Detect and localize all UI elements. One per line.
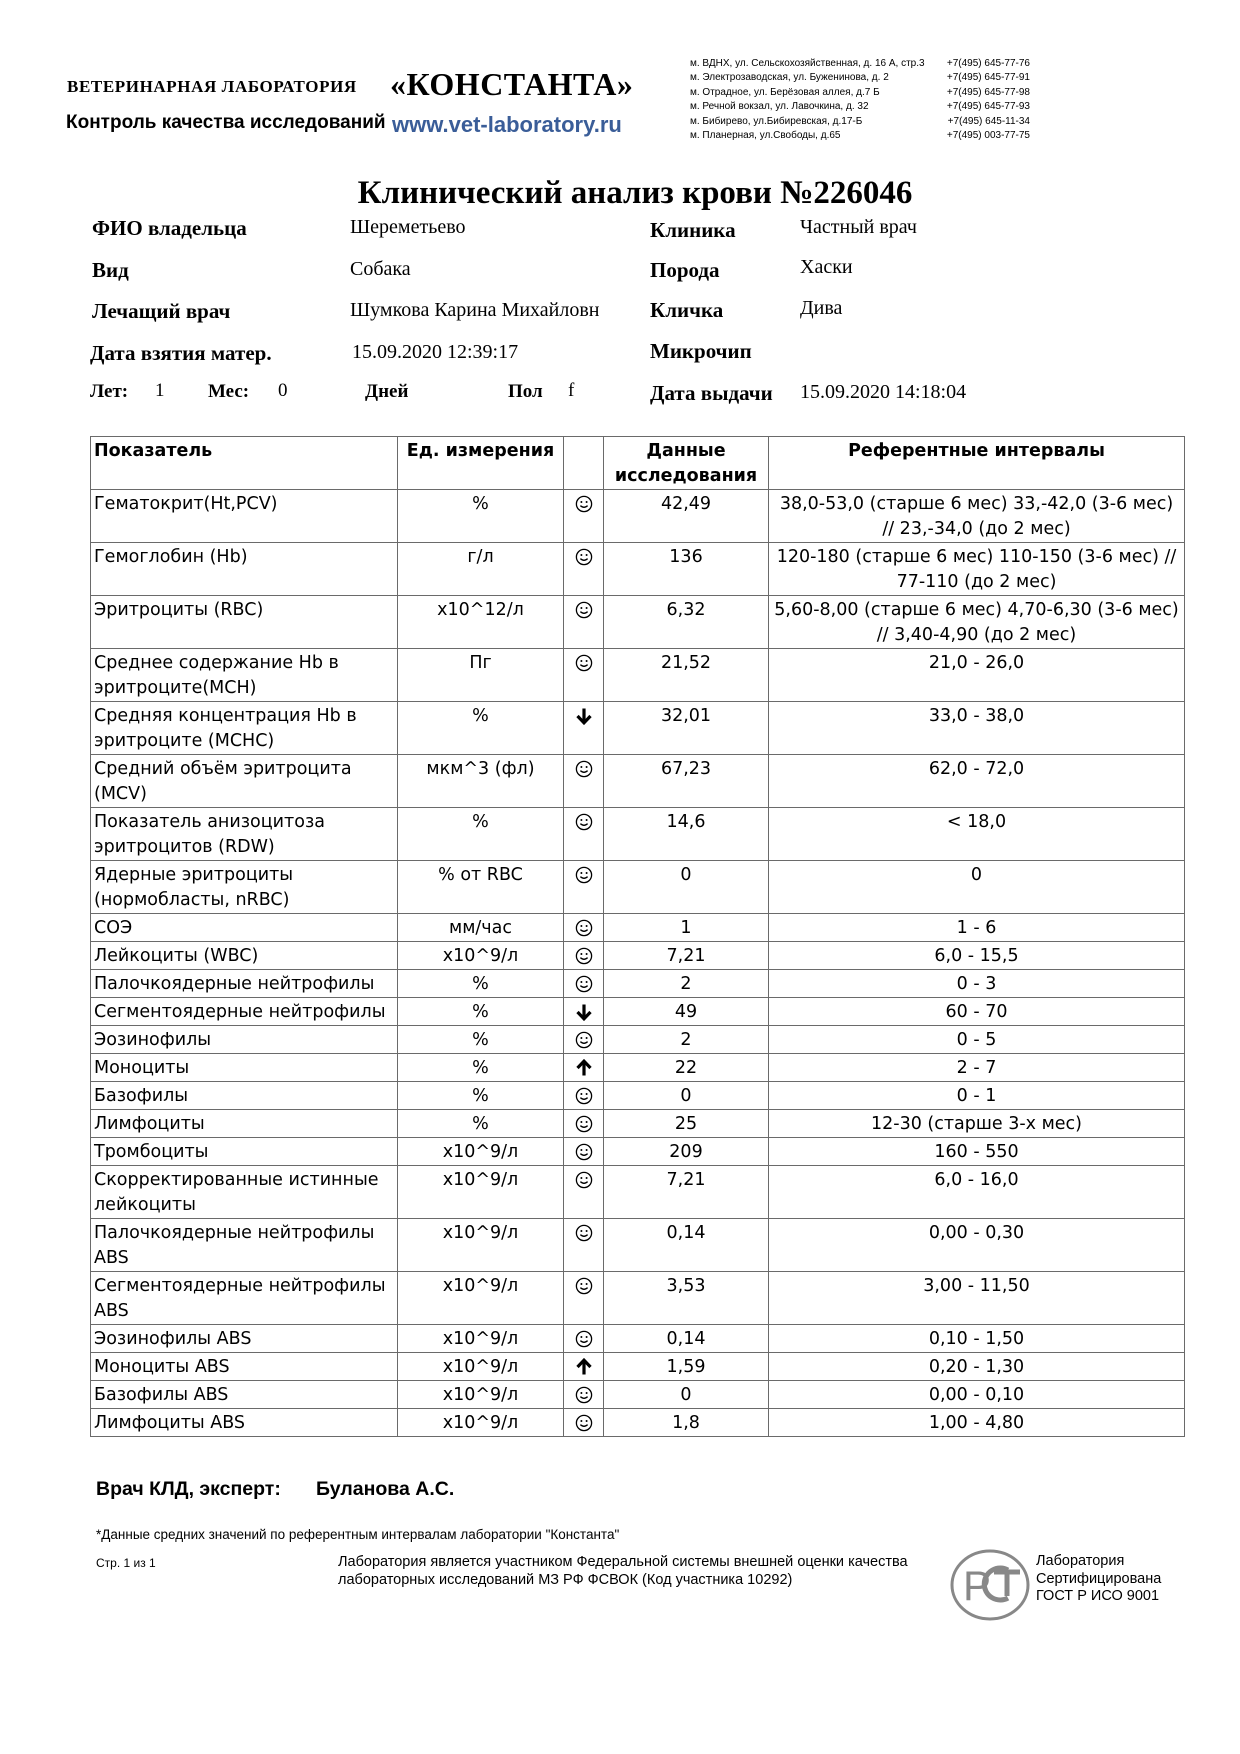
sample-date-label: Дата взятия матер. xyxy=(90,341,272,365)
row-value: 49 xyxy=(604,998,769,1026)
row-value: 0 xyxy=(604,861,769,914)
row-name: Гемоглобин (Hb) xyxy=(91,543,398,596)
lab-title: ВЕТЕРИНАРНАЯ ЛАБОРАТОРИЯ xyxy=(67,77,357,96)
row-unit: x10^9/л xyxy=(398,1138,564,1166)
header-name: Показатель xyxy=(91,437,398,490)
phone: +7(495) 645-77-93 xyxy=(946,101,1030,113)
row-name: Среднее содержание Hb в эритроците(MCH) xyxy=(91,649,398,702)
row-reference: 6,0 - 16,0 xyxy=(769,1166,1185,1219)
quality-tagline: Контроль качества исследований xyxy=(66,112,386,133)
row-reference: 0,10 - 1,50 xyxy=(769,1325,1185,1353)
table-header-row xyxy=(91,437,1185,490)
header-reference: Референтные интервалы xyxy=(769,437,1185,490)
issue-date-label: Дата выдачи xyxy=(650,381,773,405)
row-name: Эритроциты (RBC) xyxy=(91,596,398,649)
smiley-icon xyxy=(575,547,593,567)
row-unit: Пг xyxy=(398,649,564,702)
phone: +7(495) 645-77-76 xyxy=(946,58,1030,69)
row-unit: % xyxy=(398,808,564,861)
row-value: 6,32 xyxy=(604,596,769,649)
table-row xyxy=(91,1272,1185,1325)
table-row xyxy=(91,755,1185,808)
rst-certification-logo-icon xyxy=(950,1548,1032,1627)
row-value: 67,23 xyxy=(604,755,769,808)
row-value: 1,8 xyxy=(604,1409,769,1437)
row-flag xyxy=(564,808,604,861)
row-name: Лейкоциты (WBC) xyxy=(91,942,398,970)
document-title: Клинический анализ крови №226046 xyxy=(357,175,913,211)
row-value: 0 xyxy=(604,1381,769,1409)
row-reference: 0 xyxy=(769,861,1185,914)
row-reference: 0 - 1 xyxy=(769,1082,1185,1110)
row-name: Средняя концентрация Hb в эритроците (MCHC) xyxy=(91,702,398,755)
results-body xyxy=(91,490,1185,1437)
table-row xyxy=(91,1054,1185,1082)
smiley-icon xyxy=(575,918,593,938)
row-value: 21,52 xyxy=(604,649,769,702)
address: м. Отрадное, ул. Берёзовая аллея, д.7 Б xyxy=(690,86,880,98)
row-unit: % xyxy=(398,490,564,543)
smiley-icon xyxy=(575,1170,593,1190)
row-name: Эозинофилы xyxy=(91,1026,398,1054)
row-value: 2 xyxy=(604,1026,769,1054)
smiley-icon xyxy=(575,653,593,673)
row-value: 22 xyxy=(604,1054,769,1082)
page-number: Стр. 1 из 1 xyxy=(96,1556,156,1570)
row-value: 7,21 xyxy=(604,1166,769,1219)
row-value: 209 xyxy=(604,1138,769,1166)
pet-name-value: Дива xyxy=(800,297,843,319)
row-unit: x10^9/л xyxy=(398,1219,564,1272)
chip-label: Микрочип xyxy=(650,339,752,363)
row-flag xyxy=(564,596,604,649)
clinic-value: Частный врач xyxy=(800,216,917,238)
years-value: 1 xyxy=(155,380,165,401)
row-flag xyxy=(564,1409,604,1437)
row-unit: x10^12/л xyxy=(398,596,564,649)
smiley-icon xyxy=(575,1385,593,1405)
svg-text:P: P xyxy=(963,1562,992,1609)
row-reference: 21,0 - 26,0 xyxy=(769,649,1185,702)
address: м. Планерная, ул.Свободы, д.65 xyxy=(690,130,841,142)
address: м. Речной вокзал, ул. Лавочкина, д. 32 xyxy=(690,101,869,113)
footnote: *Данные средних значений по референтным интервалам лаборатории "Константа" xyxy=(96,1527,620,1542)
row-name: Палочкоядерные нейтрофилы ABS xyxy=(91,1219,398,1272)
address: м. Электрозаводская, ул. Буженинова, д. 2 xyxy=(690,72,889,84)
row-flag xyxy=(564,1272,604,1325)
row-value: 1 xyxy=(604,914,769,942)
row-flag xyxy=(564,1138,604,1166)
row-name: Сегментоядерные нейтрофилы xyxy=(91,998,398,1026)
website-link[interactable]: www.vet-laboratory.ru xyxy=(392,112,622,137)
row-reference: 12-30 (старше 3-х мес) xyxy=(769,1110,1185,1138)
row-name: Средний объём эритроцита (MCV) xyxy=(91,755,398,808)
species-value: Собака xyxy=(350,258,411,280)
table-row xyxy=(91,1082,1185,1110)
row-value: 2 xyxy=(604,970,769,998)
row-flag xyxy=(564,998,604,1026)
row-name: Моноциты ABS xyxy=(91,1353,398,1381)
row-unit: x10^9/л xyxy=(398,1325,564,1353)
table-row xyxy=(91,1138,1185,1166)
row-reference: 0 - 3 xyxy=(769,970,1185,998)
address-row xyxy=(690,71,1030,85)
row-name: Гематокрит(Ht,PCV) xyxy=(91,490,398,543)
smiley-icon xyxy=(575,1086,593,1106)
row-value: 7,21 xyxy=(604,942,769,970)
row-value: 1,59 xyxy=(604,1353,769,1381)
table-row xyxy=(91,942,1185,970)
row-value: 0,14 xyxy=(604,1219,769,1272)
row-unit: % xyxy=(398,702,564,755)
row-flag xyxy=(564,1325,604,1353)
table-row xyxy=(91,914,1185,942)
row-name: Базофилы ABS xyxy=(91,1381,398,1409)
row-reference: 160 - 550 xyxy=(769,1138,1185,1166)
header-value: Данные исследования xyxy=(604,437,769,490)
breed-label: Порода xyxy=(650,258,720,282)
row-flag xyxy=(564,1353,604,1381)
table-row xyxy=(91,1219,1185,1272)
row-flag xyxy=(564,543,604,596)
smiley-icon xyxy=(575,494,593,514)
smiley-icon xyxy=(575,865,593,885)
header-flag xyxy=(564,437,604,490)
smiley-icon xyxy=(575,1223,593,1243)
smiley-icon xyxy=(575,1413,593,1433)
smiley-icon xyxy=(575,1276,593,1296)
results-table xyxy=(90,436,1185,1437)
row-flag xyxy=(564,755,604,808)
row-unit: x10^9/л xyxy=(398,1166,564,1219)
issue-date-value: 15.09.2020 14:18:04 xyxy=(800,381,967,403)
row-flag xyxy=(564,1166,604,1219)
row-unit: % xyxy=(398,970,564,998)
row-reference: 0,20 - 1,30 xyxy=(769,1353,1185,1381)
months-label: Мес: xyxy=(208,381,250,402)
row-name: Лимфоциты xyxy=(91,1110,398,1138)
row-reference: 33,0 - 38,0 xyxy=(769,702,1185,755)
table-row xyxy=(91,808,1185,861)
row-reference: 62,0 - 72,0 xyxy=(769,755,1185,808)
row-value: 25 xyxy=(604,1110,769,1138)
smiley-icon xyxy=(575,1329,593,1349)
years-label: Лет: xyxy=(90,381,129,402)
smiley-icon xyxy=(575,812,593,832)
table-row xyxy=(91,1409,1185,1437)
row-flag xyxy=(564,490,604,543)
table-row xyxy=(91,970,1185,998)
table-row xyxy=(91,1353,1185,1381)
row-reference: 38,0-53,0 (старше 6 мес) 33,-42,0 (3-6 мес) // 23,-34,0 (до 2 мес) xyxy=(769,490,1185,543)
phone: +7(495) 003-77-75 xyxy=(946,130,1030,142)
row-flag xyxy=(564,702,604,755)
row-unit: мм/час xyxy=(398,914,564,942)
smiley-icon xyxy=(575,1114,593,1134)
owner-value: Шереметьево xyxy=(350,216,466,238)
row-unit: % xyxy=(398,1110,564,1138)
cert-line: ГОСТ Р ИСО 9001 xyxy=(1036,1588,1160,1604)
table-row xyxy=(91,861,1185,914)
row-value: 32,01 xyxy=(604,702,769,755)
table-row xyxy=(91,998,1185,1026)
phone: +7(495) 645-77-98 xyxy=(946,86,1030,98)
table-row xyxy=(91,1026,1185,1054)
row-reference: 1 - 6 xyxy=(769,914,1185,942)
table-row xyxy=(91,1110,1185,1138)
row-unit: x10^9/л xyxy=(398,942,564,970)
table-row xyxy=(91,596,1185,649)
row-flag xyxy=(564,942,604,970)
row-flag xyxy=(564,914,604,942)
days-label: Дней xyxy=(365,381,409,402)
address-row xyxy=(690,115,1030,129)
row-reference: 5,60-8,00 (старше 6 мес) 4,70-6,30 (3-6 мес) // 3,40-4,90 (до 2 мес) xyxy=(769,596,1185,649)
row-reference: 0 - 5 xyxy=(769,1026,1185,1054)
row-value: 42,49 xyxy=(604,490,769,543)
row-value: 3,53 xyxy=(604,1272,769,1325)
smiley-icon xyxy=(575,974,593,994)
row-name: Сегментоядерные нейтрофилы ABS xyxy=(91,1272,398,1325)
row-reference: 2 - 7 xyxy=(769,1054,1185,1082)
row-value: 14,6 xyxy=(604,808,769,861)
sex-label: Пол xyxy=(508,381,543,402)
row-value: 136 xyxy=(604,543,769,596)
row-value: 0 xyxy=(604,1082,769,1110)
doctor-value: Шумкова Карина Михайловн xyxy=(350,299,600,321)
address-row xyxy=(690,57,1030,71)
row-flag xyxy=(564,1219,604,1272)
header-unit: Ед. измерения xyxy=(398,437,564,490)
address-row xyxy=(690,86,1030,100)
row-reference: < 18,0 xyxy=(769,808,1185,861)
certification-text xyxy=(1036,1553,1161,1606)
row-name: Лимфоциты ABS xyxy=(91,1409,398,1437)
row-reference: 0,00 - 0,30 xyxy=(769,1219,1185,1272)
table-row xyxy=(91,490,1185,543)
row-name: Моноциты xyxy=(91,1054,398,1082)
row-reference: 3,00 - 11,50 xyxy=(769,1272,1185,1325)
row-flag xyxy=(564,1082,604,1110)
row-unit: % от RBC xyxy=(398,861,564,914)
address-list xyxy=(690,57,1030,143)
row-reference: 60 - 70 xyxy=(769,998,1185,1026)
months-value: 0 xyxy=(278,380,288,401)
row-name: Скорректированные истинные лейкоциты xyxy=(91,1166,398,1219)
address: м. Бибирево, ул.Бибиревская, д.17-Б xyxy=(690,115,863,127)
table-row xyxy=(91,702,1185,755)
smiley-icon xyxy=(575,1142,593,1162)
address-row xyxy=(690,129,1030,143)
row-unit: г/л xyxy=(398,543,564,596)
row-unit: мкм^3 (фл) xyxy=(398,755,564,808)
arrow-up-icon xyxy=(575,1058,593,1078)
owner-label: ФИО владельца xyxy=(92,216,247,240)
row-reference: 1,00 - 4,80 xyxy=(769,1409,1185,1437)
table-row xyxy=(91,649,1185,702)
row-reference: 0,00 - 0,10 xyxy=(769,1381,1185,1409)
table-row xyxy=(91,543,1185,596)
row-name: Показатель анизоцитоза эритроцитов (RDW) xyxy=(91,808,398,861)
sample-date-value: 15.09.2020 12:39:17 xyxy=(352,341,519,363)
clinic-label: Клиника xyxy=(650,218,736,242)
cert-line: Сертифицирована xyxy=(1036,1570,1162,1587)
row-unit: % xyxy=(398,1026,564,1054)
arrow-up-icon xyxy=(575,1357,593,1377)
row-name: Эозинофилы ABS xyxy=(91,1325,398,1353)
table-row xyxy=(91,1325,1185,1353)
fsvok-note: Лаборатория является участником Федеральной системы внешней оценки качества лабораторных исследований МЗ РФ ФСВОК (Код участника 10292) xyxy=(338,1554,908,1588)
doctor-label: Лечащий врач xyxy=(92,299,231,323)
row-unit: x10^9/л xyxy=(398,1353,564,1381)
species-label: Вид xyxy=(92,258,129,282)
table-row xyxy=(91,1166,1185,1219)
pet-name-label: Кличка xyxy=(650,298,724,322)
row-flag xyxy=(564,861,604,914)
row-reference: 120-180 (старше 6 мес) 110-150 (3-6 мес) // 77-110 (до 2 мес) xyxy=(769,543,1185,596)
row-value: 0,14 xyxy=(604,1325,769,1353)
row-flag xyxy=(564,970,604,998)
smiley-icon xyxy=(575,1030,593,1050)
row-flag xyxy=(564,649,604,702)
breed-value: Хаски xyxy=(800,256,853,278)
signature-name: Буланова А.С. xyxy=(316,1478,455,1500)
smiley-icon xyxy=(575,600,593,620)
row-name: Ядерные эритроциты (нормобласты, nRBC) xyxy=(91,861,398,914)
arrow-down-icon xyxy=(575,706,593,726)
cert-line: Лаборатория xyxy=(1036,1553,1125,1569)
row-unit: % xyxy=(398,1054,564,1082)
row-name: СОЭ xyxy=(91,914,398,942)
row-flag xyxy=(564,1026,604,1054)
smiley-icon xyxy=(575,946,593,966)
smiley-icon xyxy=(575,759,593,779)
sex-value: f xyxy=(568,380,575,401)
arrow-down-icon xyxy=(575,1002,593,1022)
row-name: Палочкоядерные нейтрофилы xyxy=(91,970,398,998)
row-name: Тромбоциты xyxy=(91,1138,398,1166)
row-flag xyxy=(564,1110,604,1138)
row-reference: 6,0 - 15,5 xyxy=(769,942,1185,970)
signature-label: Врач КЛД, эксперт: xyxy=(96,1478,281,1500)
phone: +7(495) 645-11-34 xyxy=(947,115,1030,127)
row-unit: % xyxy=(398,998,564,1026)
row-flag xyxy=(564,1054,604,1082)
table-row xyxy=(91,1381,1185,1409)
row-name: Базофилы xyxy=(91,1082,398,1110)
address: м. ВДНХ, ул. Сельскохозяйственная, д. 16 А, стр.3 xyxy=(690,58,925,69)
row-unit: x10^9/л xyxy=(398,1381,564,1409)
phone: +7(495) 645-77-91 xyxy=(946,72,1030,84)
address-row xyxy=(690,100,1030,114)
row-unit: x10^9/л xyxy=(398,1409,564,1437)
row-unit: x10^9/л xyxy=(398,1272,564,1325)
row-flag xyxy=(564,1381,604,1409)
lab-brand: «КОНСТАНТА» xyxy=(390,66,634,102)
row-unit: % xyxy=(398,1082,564,1110)
